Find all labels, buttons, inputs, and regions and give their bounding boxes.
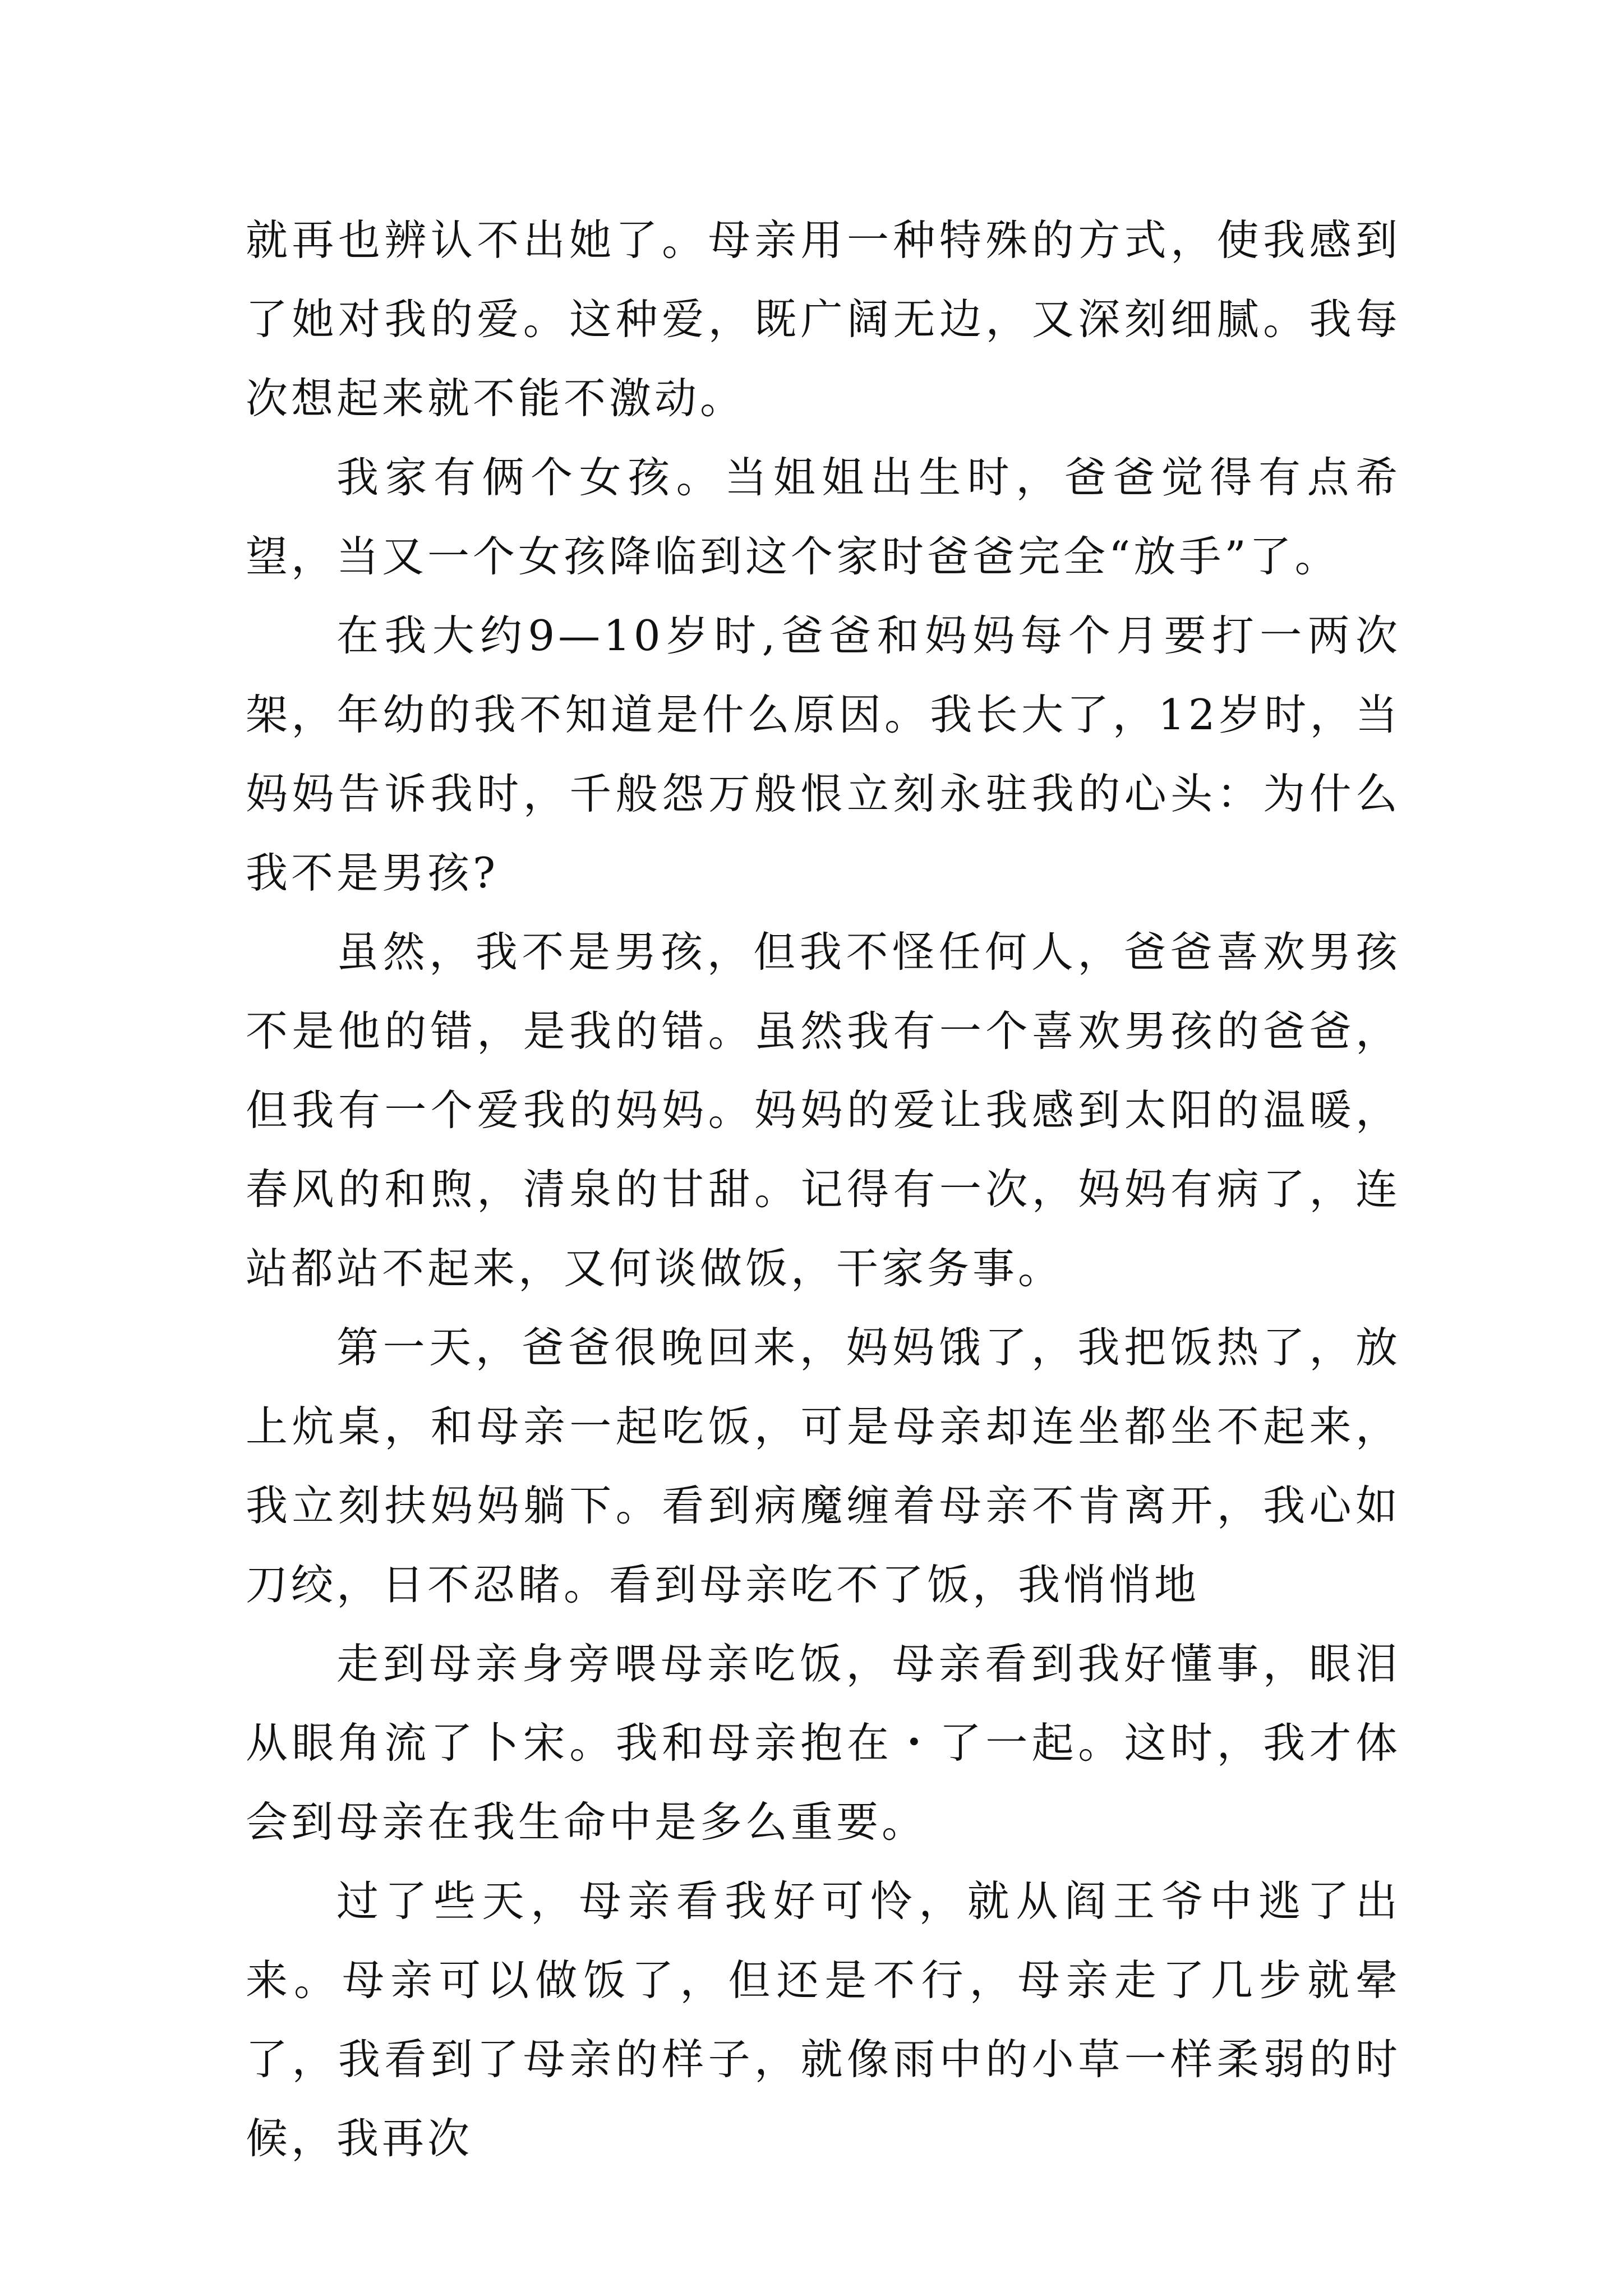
paragraph-4: 虽然，我不是男孩，但我不怪任何人，爸爸喜欢男孩不是他的错，是我的错。虽然我有一个喜欢男孩的爸爸，但我有一个爱我的妈妈。妈妈的爱让我感到太阳的温暖，春风的和煦，清泉的甘甜。记得有一次，妈妈有病了，连站都站不起来，又何谈做饭，干家务事。 [246,927,1401,1293]
paragraph-1: 就再也辨认不出她了。母亲用一种特殊的方式，使我感到了她对我的爱。这种爱，既广阔无边，又深刻细腻。我每次想起来就不能不激动。 [246,215,1401,423]
paragraph-3: 在我大约9—10岁时,爸爸和妈妈每个月要打一两次架，年幼的我不知道是什么原因。我长大了，12岁时，当妈妈告诉我时，千般怨万般恨立刻永驻我的心头：为什么我不是男孩? [246,611,1401,898]
paragraph-5: 第一天，爸爸很晚回来，妈妈饿了，我把饭热了，放上炕桌，和母亲一起吃饭，可是母亲却连坐都坐不起来，我立刻扶妈妈躺下。看到病魔缠着母亲不肯离开，我心如刀绞，日不忍睹。看到母亲吃不了饭，我悄悄地 [246,1323,1401,1609]
paragraph-2: 我家有俩个女孩。当姐姐出生时，爸爸觉得有点希望，当又一个女孩降临到这个家时爸爸完全“放手”了。 [246,453,1401,581]
article-body [246,201,1401,2178]
paragraph-7: 过了些天，母亲看我好可怜，就从阎王爷中逃了出来。母亲可以做饭了，但还是不行，母亲走了几步就晕了，我看到了母亲的样子，就像雨中的小草一样柔弱的时候，我再次 [246,1876,1401,2163]
paragraph-6: 走到母亲身旁喂母亲吃饭，母亲看到我好懂事，眼泪从眼角流了卜宋。我和母亲抱在・了一起。这时，我才体会到母亲在我生命中是多么重要。 [246,1639,1401,1847]
